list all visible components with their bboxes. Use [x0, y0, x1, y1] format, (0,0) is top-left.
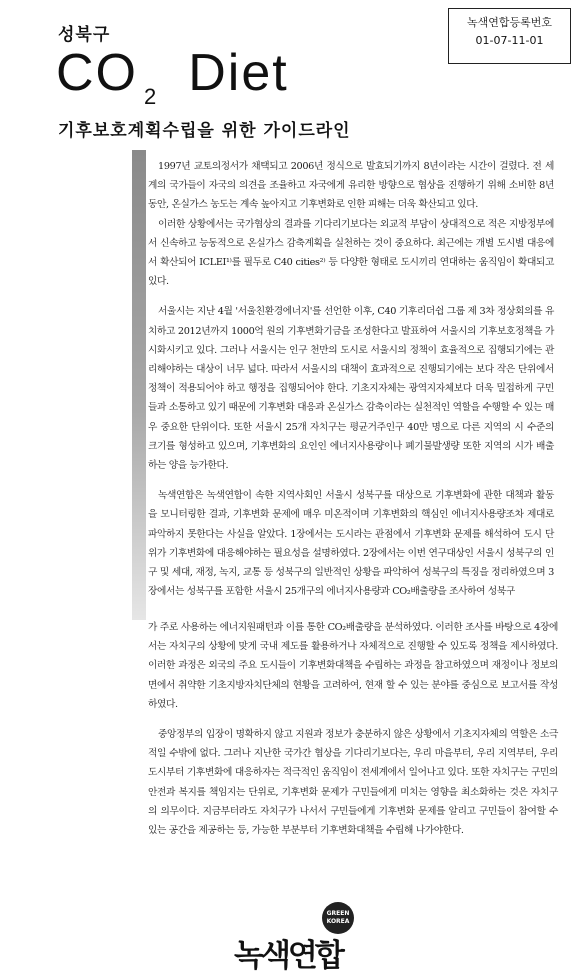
- badge-line-1: GREEN: [326, 910, 350, 917]
- paragraph-1: 1997년 교토의정서가 채택되고 2006년 정식으로 발효되기까지 8년이라는 시간이 걸렸다. 전 세계의 국가들이 자국의 의견을 조율하고 자국에게 유리한 방향으로 협상을 진행하기 위해 소비한 8년 동안, 온실가스 농도는 계속 높아지고 기후변화로 인한 피해는 더욱 확산되고 있다.: [148, 161, 554, 211]
- sidebar-shade-bar: [132, 150, 146, 620]
- report-title: [56, 42, 289, 112]
- logo-wordmark: 녹색연합: [234, 938, 342, 971]
- registration-number-box: [448, 8, 571, 64]
- paragraph-5: 가 주로 사용하는 에너지원패턴과 이를 통한 CO₂배출량을 분석하였다. 이러한 조사를 바탕으로 4장에서는 자치구의 상황에 맞게 국내 제도를 활용하거나 자체적으로 진행할 수 있도록 정책을 제시하였다. 이러한 과정은 외국의 주요 도시들이 기후변화대책을 수립하는 과정을 참고하였으며 재정이나 정보의 면에서 취약한 기초지방자치단체의 현황을 고려하여, 현재 할 수 있는 분야를 중심으로 보고서를 작성하였다.: [148, 622, 558, 710]
- badge-line-2: KOREA: [326, 918, 350, 925]
- paragraph-6: 중앙정부의 입장이 명확하지 않고 지원과 정보가 충분하지 않은 상황에서 기초지자체의 역할은 소극적일 수밖에 없다. 그러나 지난한 국가간 협상을 기다리기보다는, 우리 마을부터, 우리 지역부터, 우리 도시부터 기후변화에 대응하자는 적극적인 움직임이 전세계에서 일어나고 있다. 또한 자치구는 구민의 안전과 복지를 책임지는 단위로, 기후변화 문제가 구민들에게 미치는 영향을 최소화하는 것은 자치구의 의무이다. 지금부터라도 자치구가 나서서 구민들에게 기후변화 문제를 알리고 구민들이 참여할 수 있는 공간을 제공하는 등, 가능한 부분부터 기후변화대책을 수립해 나가야한다.: [148, 729, 558, 837]
- green-korea-logo: [230, 900, 380, 970]
- continued-text-block: [148, 618, 558, 878]
- paragraph-2: 이러한 상황에서는 국가협상의 결과를 기다리기보다는 외교적 부담이 상대적으로 적은 지방정부에서 신속하고 능동적으로 온실가스 감축계획을 실천하는 것이 중요하다. 최근에는 개별 도시별 대응에서 확산되어 ICLEI¹⁾를 필두로 C40 cities²⁾ 등 다양한 형태로 도시끼리 연대하는 움직임이 확대되고 있다.: [148, 218, 555, 288]
- title-diet: Diet: [188, 44, 289, 102]
- paragraph-3: 서울시는 지난 4월 '서울친환경에너지'를 선언한 이후, C40 기후리더쉽 그룹 제 3차 정상회의를 유치하고 2012년까지 1000억 원의 기후변화기금을 조성한다고 발표하여 서울시의 기후보호정책을 가시화시키고 있다. 그러나 서울시는 인구 천만의 도시로 서울시의 정책이 효율적으로 집행되기에는 관리해야하는 대상이 너무 넓다. 따라서 서울시의 대책이 효과적으로 진행되기에는 보다 작은 단위에서 정책이 적용되어야 하고 행정을 집행되어야 한다. 기초지자체는 광역지자체보다 더욱 밀접하게 구민들과 소통하고 있기 때문에 기후변화 대응과 온실가스 감축이라는 실천적인 역할을 수행할 수 있는 매우 중요한 단위이다. 또한 서울시 25개 자치구는 평균거주인구 40만 명으로 다른 지역의 시 수준의 크기를 형성하고 있으며, 기후변화의 요인인 에너지사용량이나 폐기물발생량 또한 지역의 시가 배출하는 양을 능가한다.: [148, 306, 554, 472]
- title-subscript: 2: [144, 84, 159, 109]
- registration-title: 녹색연합등록번호: [466, 16, 552, 29]
- district-name: 성북구: [58, 25, 111, 45]
- report-subtitle: 기후보호계획수립을 위한 가이드라인: [58, 121, 351, 141]
- registration-number: 01-07-11-01: [475, 34, 544, 47]
- paragraph-4: 녹색연합은 녹색연합이 속한 지역사회인 서울시 성북구를 대상으로 기후변화에 관한 대책과 활동을 모니터링한 결과, 기후변화 문제에 매우 미온적이며 기후변화의 핵심인 에너지사용량조차 제대로 파악하지 못한다는 사실을 알았다. 1장에서는 도시라는 관점에서 기후변화 문제를 해석하여 도시 단위가 기후변화에 대응해야하는 필요성을 설명하였다. 2장에서는 이번 연구대상인 서울시 성북구의 인구 및 세대, 재정, 녹지, 교통 등 성북구의 일반적인 상황을 파악하여 성북구의 특징을 정리하였으며 3장에서는 성북구를 포함한 서울시 25개구의 에너지사용량과 CO₂배출량을 조사하여 성북구: [148, 490, 554, 598]
- title-co: CO: [56, 44, 138, 102]
